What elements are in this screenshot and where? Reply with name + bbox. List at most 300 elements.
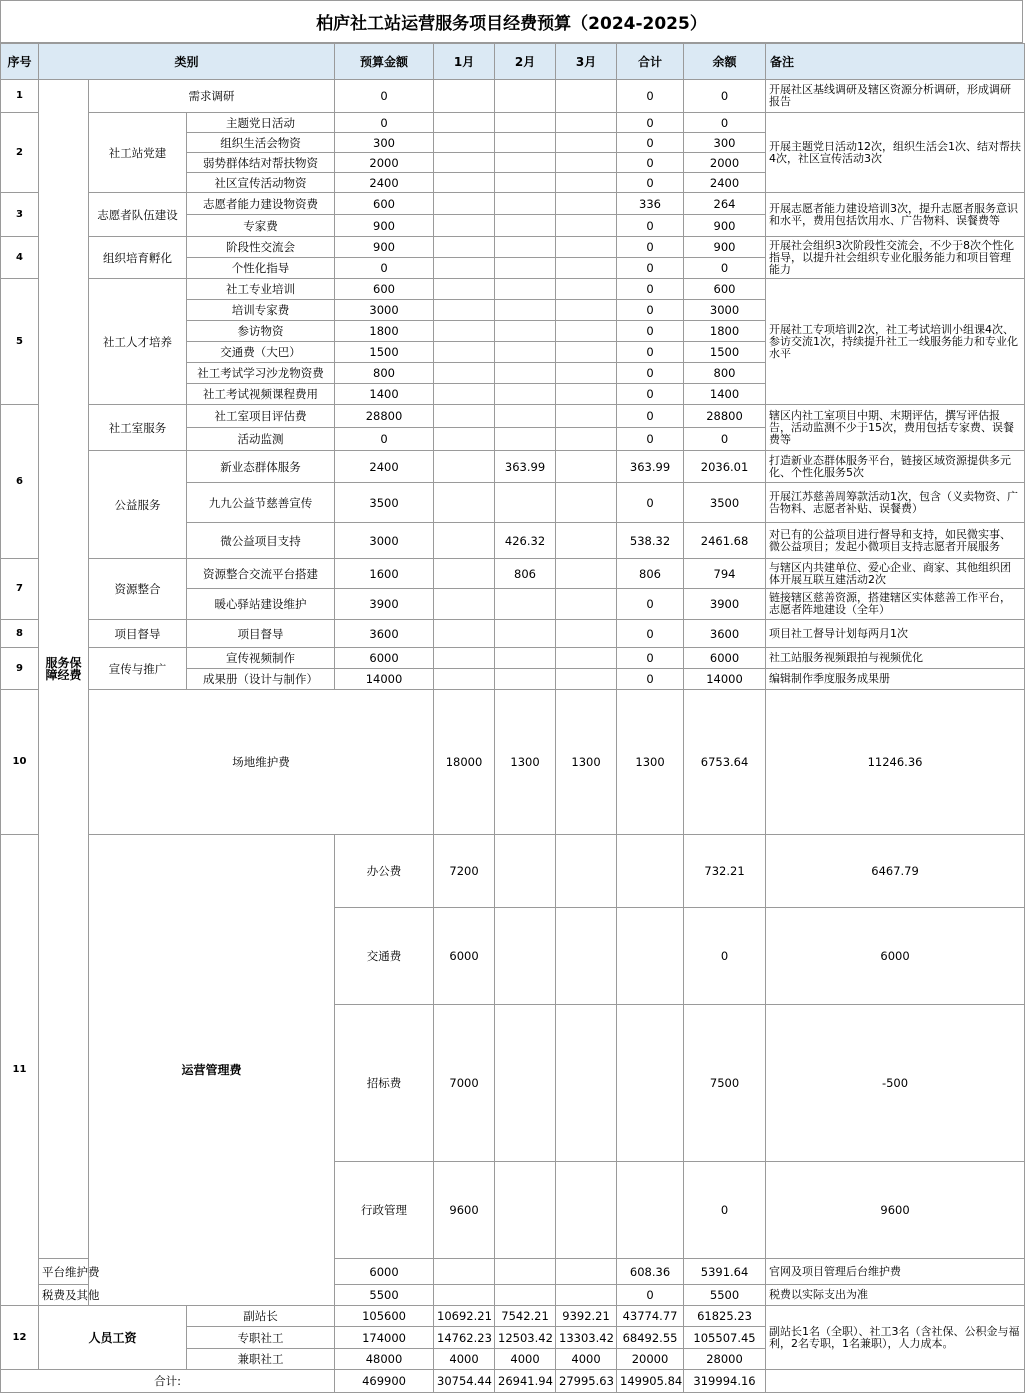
cell-balance[interactable]: 2461.68 [684,523,766,559]
cell-m1[interactable] [434,620,495,648]
cell-m1[interactable] [434,589,495,620]
cell-balance[interactable]: 3600 [684,620,766,648]
cell-m2[interactable] [556,1005,617,1162]
item-name[interactable]: 主题党日活动 [187,113,335,133]
item-name[interactable]: 阶段性交流会 [187,237,335,258]
cell-budget[interactable]: 900 [335,215,434,237]
cell-total[interactable]: 0 [617,589,684,620]
item-name[interactable]: 交通费 [335,908,434,1005]
cell-m1[interactable] [434,363,495,384]
category-label[interactable]: 组织培育孵化 [89,237,187,279]
cell-total[interactable]: 0 [617,153,684,173]
cell-m1[interactable] [434,237,495,258]
cell-total[interactable]: 0 [617,1285,684,1306]
cell-m2[interactable] [495,669,556,690]
cell-m3[interactable] [556,363,617,384]
cell-total[interactable]: 7500 [684,1005,766,1162]
row-note[interactable]: 社工站服务视频跟拍与视频优化 [766,648,1025,669]
cell-m1[interactable] [434,300,495,321]
cell-total[interactable]: 0 [617,342,684,363]
cell-budget[interactable]: 2400 [335,451,434,483]
row-seq[interactable]: 11 [1,835,39,1306]
cell-m1[interactable] [434,215,495,237]
row-note[interactable]: 项目社工督导计划每两月1次 [766,620,1025,648]
cell-m2[interactable]: 426.32 [495,523,556,559]
cell-budget[interactable]: 0 [335,258,434,279]
item-name[interactable]: 成果册（设计与制作） [187,669,335,690]
cell-m2[interactable] [495,483,556,523]
cell-m1[interactable] [495,1005,556,1162]
cell-m1[interactable] [434,153,495,173]
cell-m1[interactable] [434,451,495,483]
row-seq[interactable]: 6 [1,405,39,559]
cell-m3[interactable] [556,451,617,483]
cell-total[interactable]: 0 [617,173,684,193]
item-name[interactable]: 兼职社工 [187,1349,335,1370]
cell-total[interactable]: 363.99 [617,451,684,483]
cell-total[interactable]: 0 [617,321,684,342]
cell-m3[interactable] [556,559,617,589]
category-label[interactable]: 项目督导 [89,620,187,648]
row-note[interactable]: 开展志愿者能力建设培训3次，提升志愿者服务意识和水平，费用包括饮用水、广告物料、误餐费等 [766,193,1025,237]
row-note[interactable]: 税费以实际支出为准 [766,1285,1025,1306]
cell-budget[interactable]: 3600 [335,620,434,648]
item-name[interactable]: 参访物资 [187,321,335,342]
cell-m1[interactable] [495,835,556,908]
cell-m1[interactable] [434,321,495,342]
item-name[interactable]: 志愿者能力建设物资费 [187,193,335,215]
row-note[interactable]: 开展社区基线调研及辖区资源分析调研，形成调研报告 [766,80,1025,113]
cell-m1[interactable]: 14762.23 [434,1327,495,1349]
row-note[interactable]: 打造新业态群体服务平台，链接区域资源提供多元化、个性化服务5次 [766,451,1025,483]
row-seq[interactable]: 9 [1,648,39,690]
cell-balance[interactable]: 105507.45 [684,1327,766,1349]
row-note[interactable]: 开展社会组织3次阶段性交流会，不少于8次个性化指导，以提升社会组织专业化服务能力和项目管理能力 [766,237,1025,279]
cell-total[interactable]: 806 [617,559,684,589]
cell-m1[interactable] [434,428,495,451]
cell-m1[interactable] [434,384,495,405]
cell-budget[interactable]: 6000 [335,1259,434,1285]
big-category[interactable]: 运营管理费 [89,835,335,1306]
cell-m1[interactable]: 10692.21 [434,1306,495,1327]
cell-total[interactable]: 0 [617,237,684,258]
cell-m2[interactable]: 26941.94 [495,1370,556,1393]
item-name[interactable]: 专职社工 [187,1327,335,1349]
item-name[interactable]: 宣传视频制作 [187,648,335,669]
cell-total[interactable]: 0 [617,384,684,405]
cell-balance[interactable]: 1500 [684,342,766,363]
item-name[interactable]: 九九公益节慈善宣传 [187,483,335,523]
cell-budget[interactable]: 48000 [335,1349,434,1370]
category-label[interactable]: 公益服务 [89,451,187,559]
row-seq[interactable]: 12 [1,1306,39,1370]
cell-m3[interactable] [556,300,617,321]
cell-m3[interactable] [556,589,617,620]
cell-balance[interactable]: 9600 [766,1162,1025,1259]
total-label[interactable]: 合计: [1,1370,335,1393]
cell-budget[interactable]: 2400 [335,173,434,193]
cell-m2[interactable]: 806 [495,559,556,589]
cell-m3[interactable]: 1300 [617,690,684,835]
cell-balance[interactable]: 5500 [684,1285,766,1306]
cell-m3[interactable]: 4000 [556,1349,617,1370]
item-name[interactable]: 活动监测 [187,428,335,451]
cell-balance[interactable]: 1400 [684,384,766,405]
cell-m2[interactable] [495,405,556,428]
cell-m2[interactable] [495,133,556,153]
cell-balance[interactable]: 3900 [684,589,766,620]
cell-total[interactable]: 0 [617,215,684,237]
cell-m2[interactable] [556,835,617,908]
cell-total[interactable]: 336 [617,193,684,215]
row-note[interactable]: 链接辖区慈善资源，搭建辖区实体慈善工作平台，志愿者阵地建设（全年） [766,589,1025,620]
cell-budget[interactable]: 6000 [434,908,495,1005]
item-name[interactable]: 社区宣传活动物资 [187,173,335,193]
cell-total[interactable]: 0 [684,1162,766,1259]
row-seq[interactable]: 3 [1,193,39,237]
cell-budget[interactable]: 18000 [434,690,495,835]
cell-m2[interactable]: 7542.21 [495,1306,556,1327]
cell-m1[interactable]: 1300 [495,690,556,835]
cell-m2[interactable] [495,363,556,384]
cell-m2[interactable] [495,620,556,648]
cell-balance[interactable]: 2036.01 [684,451,766,483]
cell-m1[interactable] [434,523,495,559]
cell-total[interactable]: 0 [617,113,684,133]
cell-m2[interactable] [495,80,556,113]
cell-m3[interactable]: 13303.42 [556,1327,617,1349]
item-name[interactable]: 专家费 [187,215,335,237]
item-name[interactable]: 平台维护费 [39,1259,89,1285]
cell-m2[interactable] [495,648,556,669]
cell-budget[interactable]: 105600 [335,1306,434,1327]
cell-total[interactable]: 0 [617,279,684,300]
cell-m1[interactable] [434,483,495,523]
cell-m3[interactable] [556,483,617,523]
cell-balance[interactable]: 264 [684,193,766,215]
category-label[interactable]: 社工室服务 [89,405,187,451]
cell-balance[interactable]: 6467.79 [766,835,1025,908]
cell-balance[interactable]: 1800 [684,321,766,342]
cell-balance[interactable]: 14000 [684,669,766,690]
item-name[interactable]: 弱势群体结对帮扶物资 [187,153,335,173]
cell-balance[interactable]: 61825.23 [684,1306,766,1327]
item-name[interactable]: 项目督导 [187,620,335,648]
cell-balance[interactable]: 0 [684,80,766,113]
category-label[interactable]: 场地维护费 [89,690,434,835]
cell-m3[interactable] [556,133,617,153]
cell-total[interactable]: 0 [617,669,684,690]
cell-m1[interactable] [434,648,495,669]
cell-total[interactable]: 20000 [617,1349,684,1370]
table-row [1,1306,1025,1327]
cell-m1[interactable] [495,908,556,1005]
cell-m1[interactable] [434,342,495,363]
cell-balance[interactable]: 6000 [684,648,766,669]
cell-total[interactable]: 0 [617,258,684,279]
cell-total[interactable]: 608.36 [617,1259,684,1285]
cell-total[interactable]: 0 [617,363,684,384]
cell-m1[interactable] [434,258,495,279]
cell-total[interactable]: 0 [617,133,684,153]
cell-m3[interactable] [556,258,617,279]
row-note[interactable]: 官网及项目管理后台维护费 [766,1259,1025,1285]
cell-m2[interactable] [495,384,556,405]
cell-m3[interactable] [556,342,617,363]
cell-budget[interactable]: 0 [335,80,434,113]
cell-budget[interactable]: 0 [335,113,434,133]
cell-budget[interactable]: 7200 [434,835,495,908]
item-name[interactable]: 行政管理 [335,1162,434,1259]
cell-m3[interactable] [556,620,617,648]
header-total: 合计 [617,44,684,80]
cell-m2[interactable] [495,342,556,363]
cell-total[interactable]: 0 [617,300,684,321]
cell-m3[interactable] [556,80,617,113]
cell-m2[interactable] [495,1285,556,1306]
cell-balance[interactable]: -500 [766,1005,1025,1162]
cell-balance[interactable]: 28000 [684,1349,766,1370]
cell-m3[interactable] [556,405,617,428]
cell-m3[interactable]: 9392.21 [556,1306,617,1327]
cell-balance[interactable]: 0 [684,258,766,279]
row-note[interactable]: 编辑制作季度服务成果册 [766,669,1025,690]
cell-m2[interactable]: 1300 [556,690,617,835]
row-note[interactable] [766,1370,1025,1393]
cell-budget[interactable]: 3000 [335,523,434,559]
cell-m1[interactable] [434,669,495,690]
cell-m1[interactable] [434,559,495,589]
cell-m3[interactable] [556,669,617,690]
cell-m3[interactable] [617,835,684,908]
cell-balance[interactable]: 300 [684,133,766,153]
cell-m3[interactable] [556,237,617,258]
cell-budget[interactable]: 469900 [335,1370,434,1393]
row-seq[interactable]: 4 [1,237,39,279]
cell-balance[interactable]: 5391.64 [684,1259,766,1285]
cell-balance[interactable]: 319994.16 [684,1370,766,1393]
category-label[interactable]: 需求调研 [89,80,335,113]
item-name[interactable]: 社工专业培训 [187,279,335,300]
cell-budget[interactable]: 3900 [335,589,434,620]
cell-m1[interactable] [434,1285,495,1306]
cell-balance[interactable]: 900 [684,237,766,258]
cell-m2[interactable]: 12503.42 [495,1327,556,1349]
cell-balance[interactable]: 900 [684,215,766,237]
cell-budget[interactable]: 28800 [335,405,434,428]
cell-total[interactable]: 68492.55 [617,1327,684,1349]
cell-m3[interactable] [556,648,617,669]
cell-m2[interactable] [495,279,556,300]
cell-m2[interactable] [495,215,556,237]
cell-m3[interactable] [556,384,617,405]
cell-m2[interactable] [556,1162,617,1259]
category-label[interactable]: 社工人才培养 [89,279,187,405]
cell-m3[interactable] [556,1259,617,1285]
cell-m2[interactable] [495,1259,556,1285]
cell-m2[interactable] [495,153,556,173]
item-name[interactable]: 办公费 [335,835,434,908]
cell-total[interactable]: 0 [617,405,684,428]
row-note[interactable]: 与辖区内共建单位、爱心企业、商家、其他组织团体开展互联互建活动2次 [766,559,1025,589]
item-name[interactable]: 社工室项目评估费 [187,405,335,428]
row-note[interactable]: 开展江苏慈善周筹款活动1次，包含（义卖物资、广告物料、志愿者补贴、误餐费） [766,483,1025,523]
cell-balance[interactable]: 600 [684,279,766,300]
cell-balance[interactable]: 0 [684,113,766,133]
cell-total[interactable]: 0 [617,428,684,451]
cell-total[interactable]: 732.21 [684,835,766,908]
cell-m1[interactable] [434,173,495,193]
table-row [1,648,1025,669]
cell-m1[interactable] [434,193,495,215]
cell-budget[interactable]: 1600 [335,559,434,589]
cell-m3[interactable] [556,1285,617,1306]
item-name[interactable]: 培训专家费 [187,300,335,321]
cell-budget[interactable]: 0 [335,428,434,451]
cell-m1[interactable] [434,279,495,300]
cell-budget[interactable]: 600 [335,279,434,300]
cell-budget[interactable]: 9600 [434,1162,495,1259]
category-label[interactable]: 社工站党建 [89,113,187,193]
cell-budget[interactable]: 300 [335,133,434,153]
cell-m3[interactable] [556,321,617,342]
category-label[interactable]: 资源整合 [89,559,187,620]
cell-m2[interactable] [495,428,556,451]
cell-m1[interactable] [434,1259,495,1285]
cell-m3[interactable] [556,428,617,451]
cell-m3[interactable] [556,193,617,215]
cell-m3[interactable] [617,908,684,1005]
cell-total[interactable]: 0 [684,908,766,1005]
cell-budget[interactable]: 1500 [335,342,434,363]
row-seq[interactable]: 8 [1,620,39,648]
cell-budget[interactable]: 1400 [335,384,434,405]
cell-m1[interactable]: 4000 [434,1349,495,1370]
cell-balance[interactable]: 3000 [684,300,766,321]
header-category: 类别 [39,44,335,80]
cell-balance[interactable]: 3500 [684,483,766,523]
cell-budget[interactable]: 174000 [335,1327,434,1349]
cell-m3[interactable] [556,113,617,133]
row-note[interactable]: 副站长1名（全职）、社工3名（含社保、公积金与福利，2名专职，1名兼职），人力成本。 [766,1306,1025,1370]
cell-m1[interactable] [434,133,495,153]
cell-budget[interactable]: 7000 [434,1005,495,1162]
cell-budget[interactable]: 3000 [335,300,434,321]
table-row [1,405,1025,428]
cell-balance[interactable]: 2400 [684,173,766,193]
cell-m2[interactable] [495,589,556,620]
item-name[interactable]: 社工考试视频课程费用 [187,384,335,405]
row-seq[interactable]: 5 [1,279,39,405]
item-name[interactable]: 税费及其他 [39,1285,89,1306]
cell-total[interactable]: 0 [617,648,684,669]
cell-m3[interactable] [556,153,617,173]
cell-m2[interactable] [495,193,556,215]
cell-m1[interactable] [495,1162,556,1259]
cell-budget[interactable]: 600 [335,193,434,215]
cell-m2[interactable] [495,237,556,258]
cell-budget[interactable]: 3500 [335,483,434,523]
item-name[interactable]: 暖心驿站建设维护 [187,589,335,620]
cell-m2[interactable]: 4000 [495,1349,556,1370]
cell-budget[interactable]: 5500 [335,1285,434,1306]
item-name[interactable]: 微公益项目支持 [187,523,335,559]
cell-m3[interactable]: 27995.63 [556,1370,617,1393]
cell-m2[interactable]: 363.99 [495,451,556,483]
big-category[interactable]: 服务保障经费 [39,80,89,1259]
cell-m2[interactable] [495,321,556,342]
cell-total[interactable]: 0 [617,80,684,113]
cell-m2[interactable] [495,300,556,321]
row-seq[interactable]: 10 [1,690,39,835]
cell-m2[interactable] [495,173,556,193]
cell-m3[interactable] [617,1005,684,1162]
item-name[interactable]: 资源整合交流平台搭建 [187,559,335,589]
cell-m2[interactable] [556,908,617,1005]
cell-total[interactable]: 6753.64 [684,690,766,835]
cell-balance[interactable]: 794 [684,559,766,589]
cell-budget[interactable]: 900 [335,237,434,258]
cell-balance[interactable]: 11246.36 [766,690,1025,835]
cell-balance[interactable]: 6000 [766,908,1025,1005]
row-seq[interactable]: 7 [1,559,39,620]
cell-m2[interactable] [495,258,556,279]
cell-total[interactable]: 0 [617,620,684,648]
cell-budget[interactable]: 14000 [335,669,434,690]
cell-total[interactable]: 43774.77 [617,1306,684,1327]
item-name[interactable]: 组织生活会物资 [187,133,335,153]
item-name[interactable]: 新业态群体服务 [187,451,335,483]
category-label[interactable]: 志愿者队伍建设 [89,193,187,237]
cell-total[interactable]: 149905.84 [617,1370,684,1393]
row-note[interactable]: 开展主题党日活动12次，组织生活会1次、结对帮扶4次，社区宣传活动3次 [766,113,1025,193]
item-name[interactable]: 招标费 [335,1005,434,1162]
item-name[interactable]: 个性化指导 [187,258,335,279]
item-name[interactable]: 交通费（大巴） [187,342,335,363]
cell-balance[interactable]: 800 [684,363,766,384]
row-note[interactable]: 开展社工专项培训2次，社工考试培训小组课4次、参访交流1次，持续提升社工一线服务能力和专业化水平 [766,279,1025,405]
header-balance: 余额 [684,44,766,80]
row-note[interactable]: 辖区内社工室项目中期、末期评估，撰写评估报告，活动监测不少于15次，费用包括专家费、误餐费等 [766,405,1025,451]
cell-balance[interactable]: 28800 [684,405,766,428]
item-name[interactable]: 社工考试学习沙龙物资费 [187,363,335,384]
cell-m3[interactable] [617,1162,684,1259]
cell-balance[interactable]: 2000 [684,153,766,173]
cell-budget[interactable]: 800 [335,363,434,384]
cell-balance[interactable]: 0 [684,428,766,451]
row-note[interactable]: 对已有的公益项目进行督导和支持，如民微实事、微公益项目；发起小微项目支持志愿者开展服务 [766,523,1025,559]
cell-total[interactable]: 538.32 [617,523,684,559]
cell-m3[interactable] [556,279,617,300]
cell-total[interactable]: 0 [617,483,684,523]
cell-budget[interactable]: 6000 [335,648,434,669]
cell-budget[interactable]: 1800 [335,321,434,342]
big-category[interactable]: 人员工资 [39,1306,187,1370]
cell-m1[interactable] [434,113,495,133]
cell-m1[interactable] [434,80,495,113]
cell-m3[interactable] [556,215,617,237]
cell-m2[interactable] [495,113,556,133]
cell-budget[interactable]: 2000 [335,153,434,173]
cell-m1[interactable]: 30754.44 [434,1370,495,1393]
row-seq[interactable]: 1 [1,80,39,113]
row-seq[interactable]: 2 [1,113,39,193]
category-label[interactable]: 宣传与推广 [89,648,187,690]
item-name[interactable]: 副站长 [187,1306,335,1327]
cell-m3[interactable] [556,173,617,193]
cell-m1[interactable] [434,405,495,428]
cell-m3[interactable] [556,523,617,559]
